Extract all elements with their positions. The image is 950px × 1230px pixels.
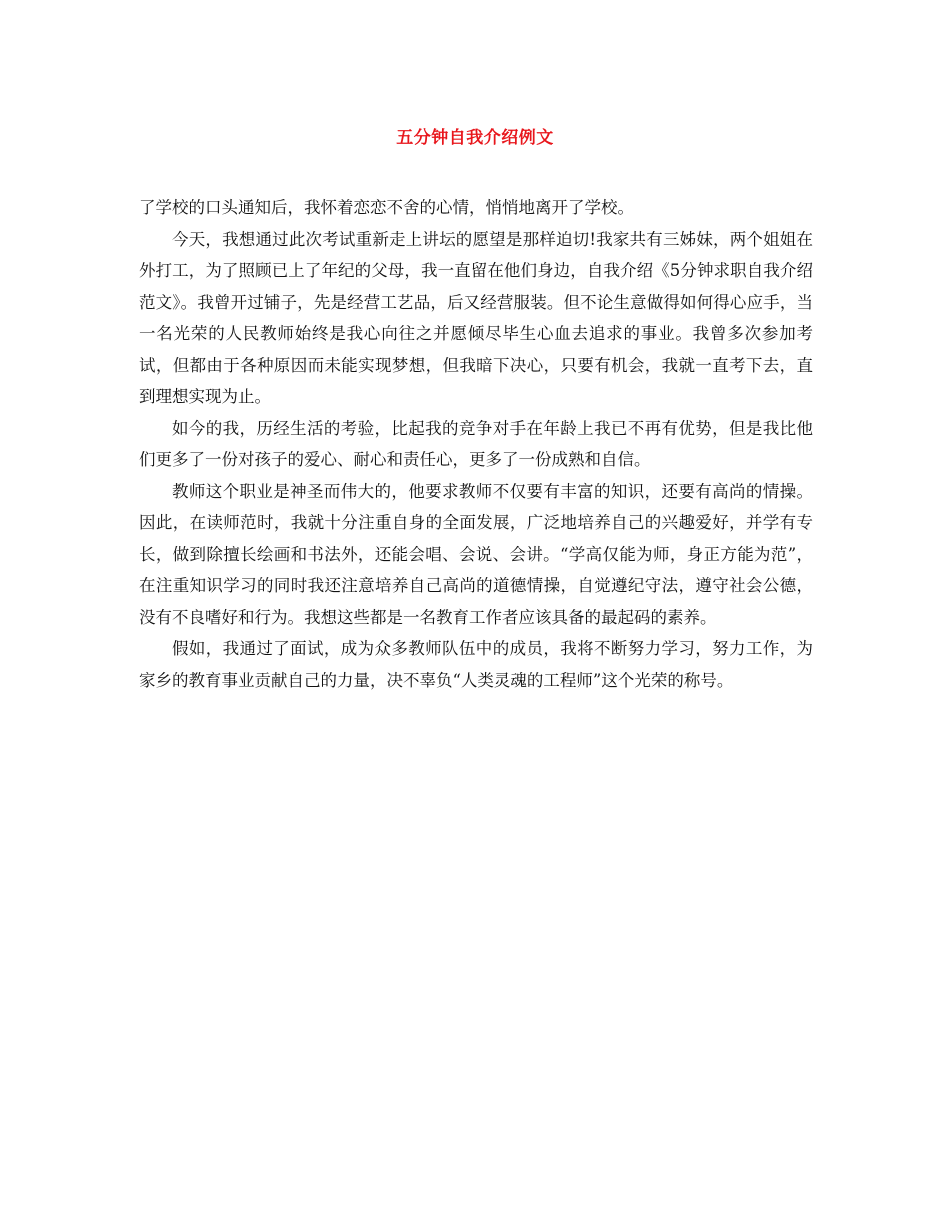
paragraph-2: 今天，我想通过此次考试重新走上讲坛的愿望是那样迫切!我家共有三姊妹，两个姐姐在外打工，为了照顾已上了年纪的父母，我一直留在他们身边，自我介绍《5分钟求职自我介绍范文》。我曾开过铺子，先是经营工艺品，后又经营服装。但不论生意做得如何得心应手，当一名光荣的人民教师始终是我心向往之并愿倾尽毕生心血去追求的事业。我曾多次参加考试，但都由于各种原因而未能实现梦想，但我暗下决心，只要有机会，我就一直考下去，直到理想实现为止。 [139, 229, 813, 406]
paragraph-1: 了学校的口头通知后，我怀着恋恋不舍的心情，悄悄地离开了学校。 [139, 198, 634, 217]
paragraph-3: 如今的我，历经生活的考验，比起我的竞争对手在年龄上我已不再有优势，但是我比他们更多了一份对孩子的爱心、耐心和责任心，更多了一份成熟和自信。 [139, 418, 813, 469]
document-body [139, 192, 813, 696]
document-title: 五分钟自我介绍例文 [396, 128, 554, 148]
paragraph-4: 教师这个职业是神圣而伟大的，他要求教师不仅要有丰富的知识，还要有高尚的情操。因此，在读师范时，我就十分注重自身的全面发展，广泛地培养自己的兴趣爱好，并学有专长，做到除擅长绘画和书法外，还能会唱、会说、会讲。“学高仅能为师，身正方能为范”，在注重知识学习的同时我还注意培养自己高尚的道德情操，自觉遵纪守法，遵守社会公德，没有不良嗜好和行为。我想这些都是一名教育工作者应该具备的最起码的素养。 [139, 481, 813, 627]
paragraph-5: 假如，我通过了面试，成为众多教师队伍中的成员，我将不断努力学习，努力工作，为家乡的教育事业贡献自己的力量，决不辜负“人类灵魂的工程师”这个光荣的称号。 [139, 639, 813, 690]
